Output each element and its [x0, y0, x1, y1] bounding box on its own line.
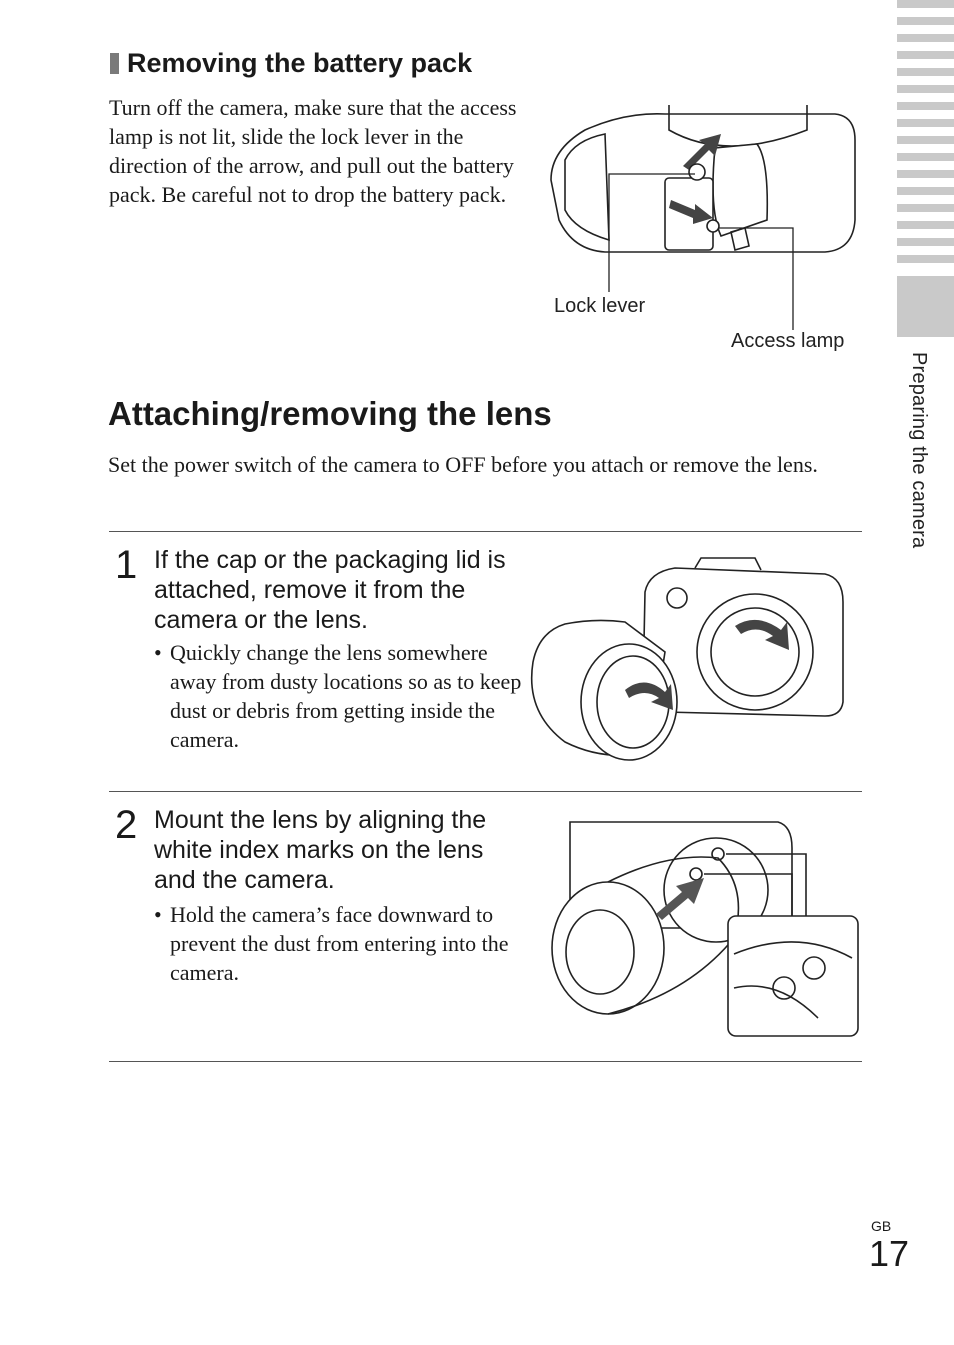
battery-body: Turn off the camera, make sure that the access lamp is not lit, slide the lock lever in the direction of the arrow, and pull out the battery pack. Be careful not to drop the battery pack. — [109, 95, 517, 207]
battery-door-latch — [731, 228, 749, 250]
step-1-title: If the cap or the packaging lid is attached, remove it from the camera or the lens. — [154, 546, 506, 634]
step-divider-bottom — [109, 1061, 862, 1062]
lens-intro: Set the power switch of the camera to OFF before you attach or remove the lens. — [108, 452, 818, 477]
lens-heading: Attaching/removing the lens — [108, 395, 552, 432]
step-1-bullet-text: Quickly change the lens somewhere away from dusty locations so as to keep dust or debris from getting inside the camera. — [170, 640, 522, 752]
step-divider-top — [109, 531, 862, 532]
lock-lever-icon — [689, 164, 705, 180]
region-code: GB — [871, 1218, 892, 1234]
step-divider-middle — [109, 791, 862, 792]
lock-lever-callout: Lock lever — [554, 295, 646, 317]
lens-mount-outline — [669, 105, 807, 146]
step-2-title: Mount the lens by aligning the white index marks on the lens and the camera. — [154, 806, 487, 894]
access-lamp-callout: Access lamp — [731, 330, 845, 352]
lens-mounting-illustration — [548, 818, 860, 1040]
battery-door-outline — [713, 144, 767, 236]
step-2-bullet — [154, 900, 529, 987]
lens-barrel-outline — [552, 882, 664, 1014]
grip-outline — [565, 134, 609, 240]
section-tab-stripes — [897, 0, 954, 268]
access-lamp-leader-line — [719, 228, 793, 330]
camera-top-plate — [695, 558, 761, 570]
section-tab-label: Preparing the camera — [908, 352, 930, 549]
step-2-number: 2 — [115, 803, 138, 847]
bullet-dot-icon: • — [154, 640, 162, 665]
step-1-number: 1 — [115, 543, 138, 587]
cap-removal-illustration — [525, 552, 850, 767]
access-lamp-icon — [707, 220, 719, 232]
step-1-bullet — [154, 638, 529, 754]
bullet-dot-icon: • — [154, 902, 162, 927]
step-2-bullet-text: Hold the camera’s face downward to prevent the dust from entering into the camera. — [170, 902, 509, 985]
page-number: 17 — [869, 1233, 910, 1274]
heading-marker-icon — [110, 53, 119, 74]
section-tab-block — [897, 276, 954, 337]
battery-heading — [110, 48, 472, 79]
detail-inset-box — [728, 916, 858, 1036]
camera-mount-ring — [697, 594, 813, 710]
battery-heading-text: Removing the battery pack — [127, 48, 473, 78]
